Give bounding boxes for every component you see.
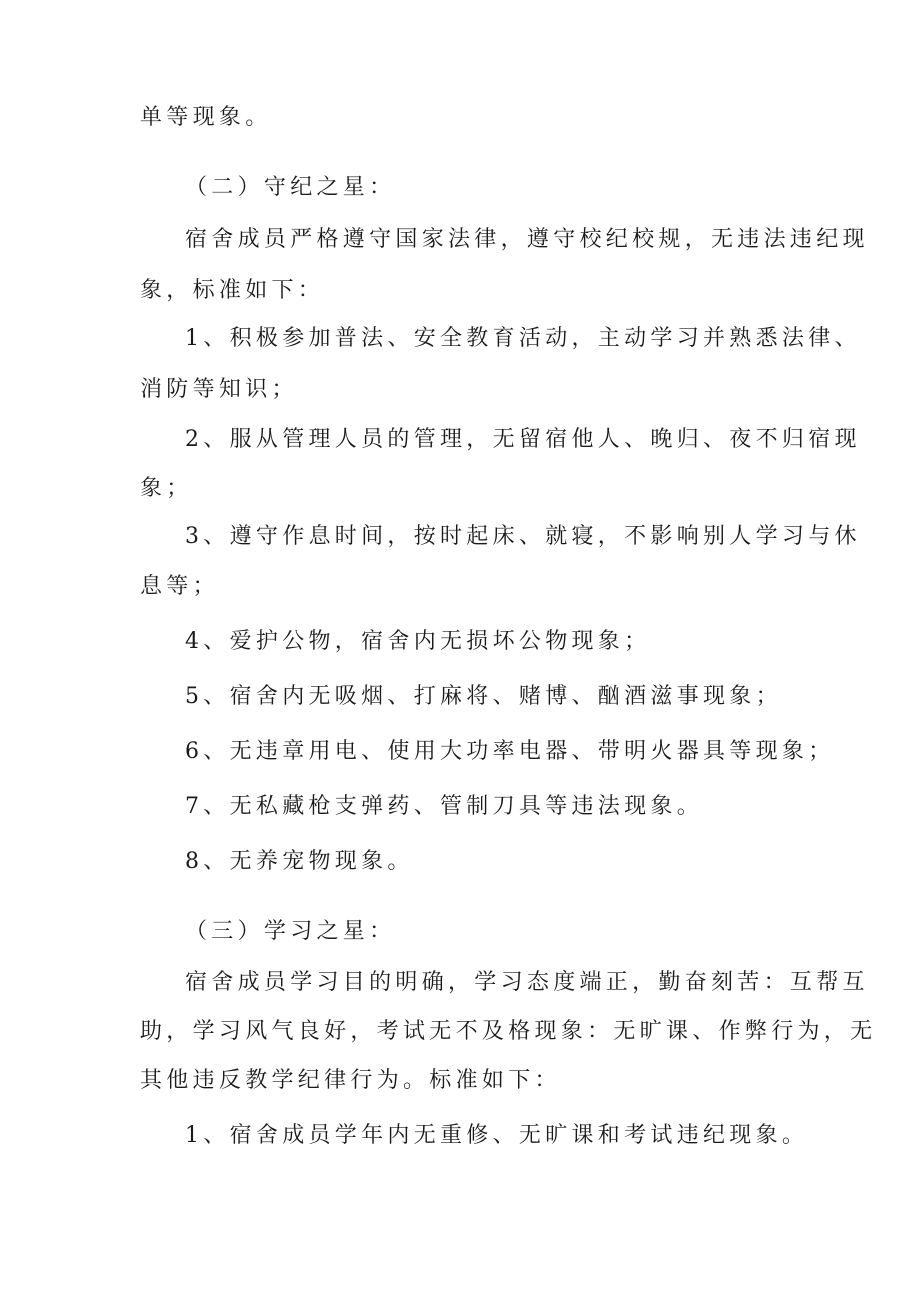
section2-item-3-line-1: 3、遵守作息时间，按时起床、就寝，不影响别人学习与休 [185, 524, 861, 549]
section3-description-line-3: 其他违反教学纪律行为。标准如下： [140, 1068, 561, 1093]
section-heading-discipline-star: （二）守纪之星： [185, 175, 396, 200]
section2-item-7: 7、无私藏枪支弹药、管制刀具等违法现象。 [185, 794, 703, 819]
section2-item-6: 6、无违章用电、使用大功率电器、带明火器具等现象； [185, 739, 835, 764]
section2-description-line-2: 象，标准如下： [140, 278, 325, 303]
section2-item-2-line-2: 象； [140, 476, 193, 501]
intro-tail-line: 单等现象。 [140, 105, 272, 130]
section2-item-3-line-2: 息等； [140, 574, 219, 599]
section3-item-1: 1、宿舍成员学年内无重修、无旷课和考试违纪现象。 [185, 1123, 809, 1148]
section-heading-study-star: （三）学习之星： [185, 919, 396, 944]
section2-item-8: 8、无养宠物现象。 [185, 849, 414, 874]
section3-description-line-2: 助，学习风气良好，考试无不及格现象：无旷课、作弊行为，无 [140, 1019, 877, 1044]
section2-item-4: 4、爱护公物，宿舍内无损坏公物现象； [185, 629, 651, 654]
section2-item-1-line-2: 消防等知识； [140, 377, 298, 402]
section2-item-5: 5、宿舍内无吸烟、打麻将、赌博、酗酒滋事现象； [185, 684, 782, 709]
section2-description-line-1: 宿舍成员严格遵守国家法律，遵守校纪校规，无违法违纪现 [185, 227, 869, 252]
section2-item-2-line-1: 2、服从管理人员的管理，无留宿他人、晚归、夜不归宿现 [185, 427, 861, 452]
section3-description-line-1: 宿舍成员学习目的明确，学习态度端正，勤奋刻苦：互帮互 [185, 970, 869, 995]
section2-item-1-line-1: 1、积极参加普法、安全教育活动，主动学习并熟悉法律、 [185, 326, 861, 351]
